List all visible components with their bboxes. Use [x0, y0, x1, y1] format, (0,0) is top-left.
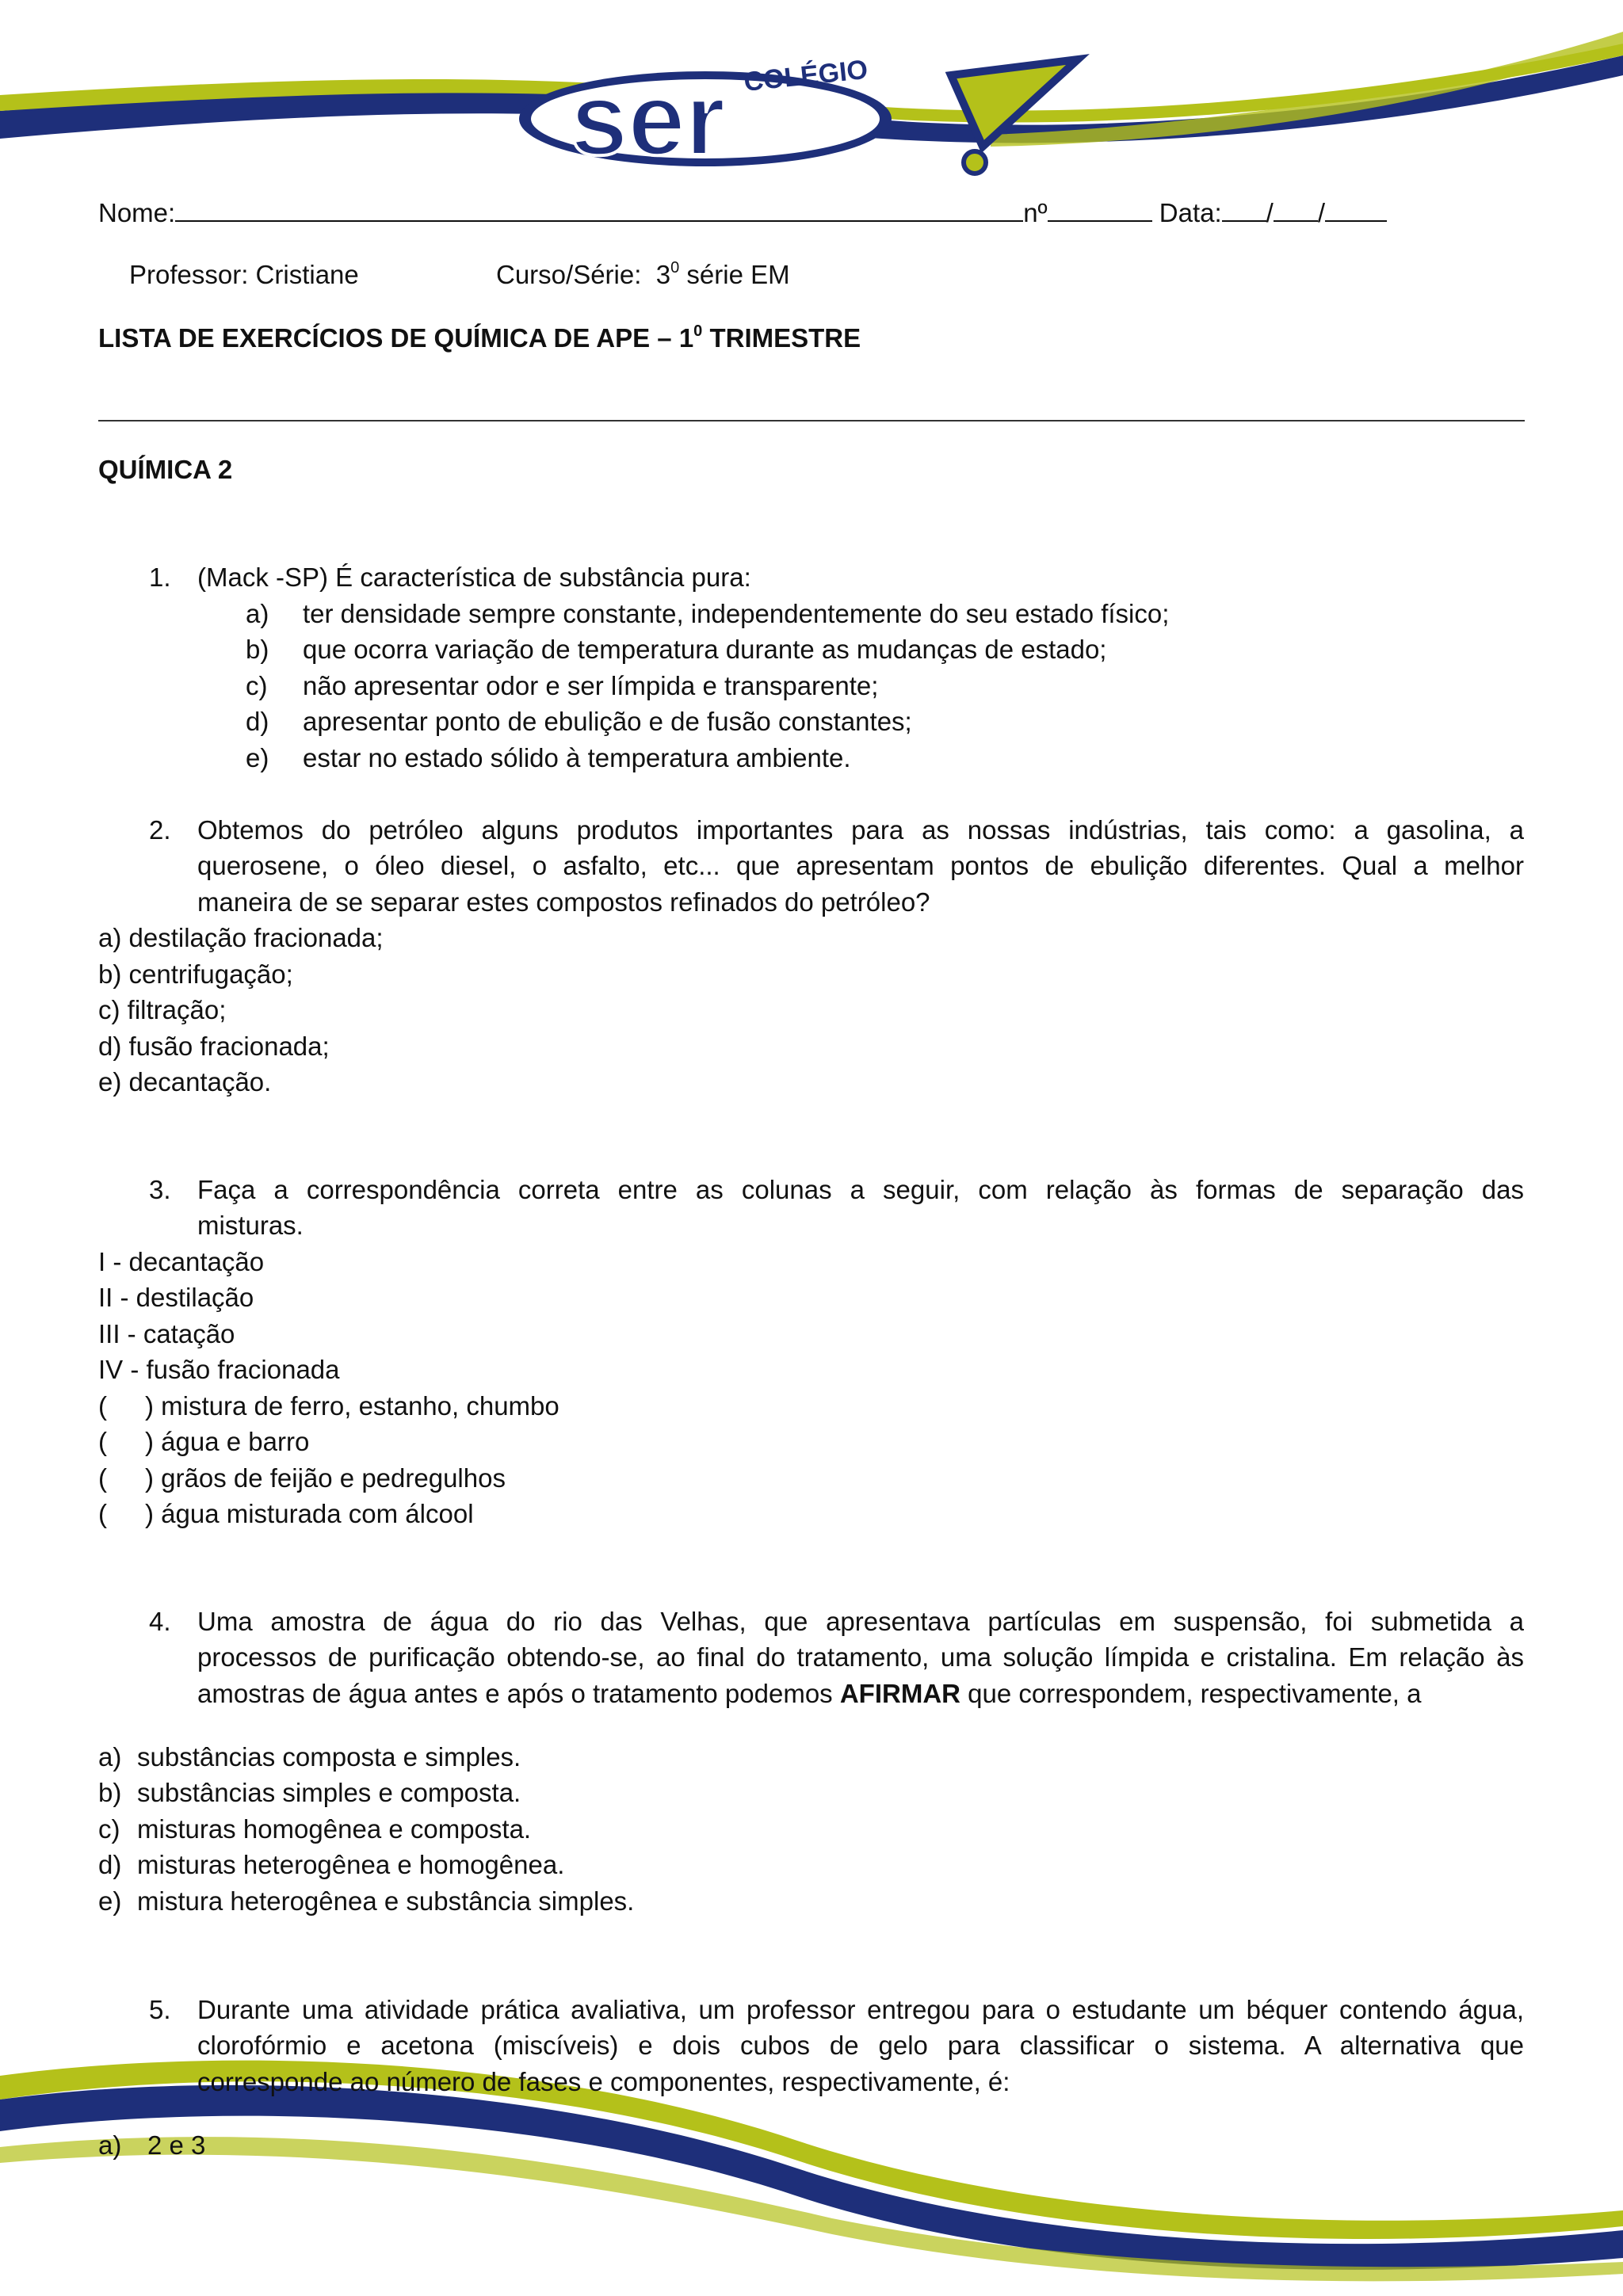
q4-option-b: substâncias simples e composta.	[137, 1778, 521, 1807]
q3-paren[interactable]: (	[98, 1463, 107, 1493]
logo-colegio-text: COLÉGIO	[742, 54, 869, 97]
q4-line-2: processos de purificação obtendo-se, ao final do tratamento, uma solução límpida e cristalina. Em relação às	[197, 1642, 1524, 1672]
q3-line-1: Faça a correspondência correta entre as colunas a seguir, com relação às formas de separação das	[197, 1175, 1524, 1204]
q2-option-b: b) centrifugação;	[98, 959, 293, 989]
q3-col2-item: ) grãos de feijão e pedregulhos	[145, 1463, 506, 1493]
q2-line-2: querosene, o óleo diesel, o asfalto, etc... que apresentam pontos de ebulição diferentes. Qual a melhor	[197, 851, 1524, 880]
divider	[98, 420, 1525, 421]
q1-option-a: ter densidade sempre constante, independentemente do seu estado físico;	[303, 599, 1170, 628]
q4-option-c: misturas homogênea e composta.	[137, 1814, 532, 1844]
data-year-line[interactable]	[1325, 196, 1387, 222]
q3-line-2: misturas.	[197, 1211, 304, 1240]
nome-field-row: Nome: nº Data: / /	[98, 196, 1387, 228]
colegio-ser-logo	[507, 44, 1125, 178]
q5-line-1: Durante uma atividade prática avaliativa, um professor entregou para o estudante um béquer contendo água,	[197, 1995, 1524, 2024]
q3-paren[interactable]: (	[98, 1499, 107, 1528]
q1-option-d: apresentar ponto de ebulição e de fusão constantes;	[303, 707, 912, 736]
q4-option-d: misturas heterogênea e homogênea.	[137, 1850, 565, 1879]
q3-col1-item: IV - fusão fracionada	[98, 1355, 340, 1384]
q2-option-a: a) destilação fracionada;	[98, 923, 384, 952]
q5-number: 5.	[149, 1995, 171, 2024]
q1-option-b: que ocorra variação de temperatura durante as mudanças de estado;	[303, 635, 1107, 664]
q1-text: (Mack -SP) É característica de substância pura:	[197, 563, 751, 592]
q3-col2-item: ) água e barro	[145, 1427, 310, 1456]
q2-option-c: c) filtração;	[98, 995, 227, 1024]
nome-input-line[interactable]	[175, 196, 1023, 222]
q5-line-3: corresponde ao número de fases e componentes, respectivamente, é:	[197, 2067, 1010, 2096]
data-label: Data:	[1159, 198, 1222, 227]
q3-paren[interactable]: (	[98, 1391, 107, 1421]
page-title: LISTA DE EXERCÍCIOS DE QUÍMICA DE APE – $1^0$ TRIMESTRE	[98, 322, 861, 353]
professor-label: Professor: Cristiane	[129, 260, 359, 289]
q1-number: 1.	[149, 563, 171, 592]
q5-line-2: clorofórmio e acetona (miscíveis) e dois cubos de gelo para classificar o sistema. A alternativa que	[197, 2031, 1524, 2060]
nome-label: Nome:	[98, 198, 176, 227]
q4-option-e: mistura heterogênea e substância simples.	[137, 1886, 635, 1916]
q2-number: 2.	[149, 815, 171, 845]
q3-number: 3.	[149, 1175, 171, 1204]
logo-ser-text: ser	[571, 61, 726, 177]
section-title: QUÍMICA 2	[98, 455, 233, 484]
q3-col1-item: II - destilação	[98, 1283, 254, 1312]
q4-option-a: substâncias composta e simples.	[137, 1742, 521, 1772]
q4-emphasis: AFIRMAR	[839, 1679, 960, 1708]
q5-option-a: 2 e 3	[147, 2130, 206, 2160]
q3-col1-item: III - catação	[98, 1319, 235, 1348]
q3-paren[interactable]: (	[98, 1427, 107, 1456]
q1-option-c: não apresentar odor e ser límpida e transparente;	[303, 671, 879, 700]
q4-number: 4.	[149, 1607, 171, 1636]
curso-serie: Curso/Série: $3^0$ série EM	[496, 259, 790, 289]
q2-option-d: d) fusão fracionada;	[98, 1032, 330, 1061]
q3-col2-item: ) mistura de ferro, estanho, chumbo	[145, 1391, 559, 1421]
q2-line-1: Obtemos do petróleo alguns produtos importantes para as nossas indústrias, tais como: a gasolina, a	[197, 815, 1524, 845]
q2-line-3: maneira de se separar estes compostos refinados do petróleo?	[197, 887, 930, 917]
q4-line-1: Uma amostra de água do rio das Velhas, que apresentava partículas em suspensão, foi submetida a	[197, 1607, 1524, 1636]
q3-col2-item: ) água misturada com álcool	[145, 1499, 474, 1528]
q3-col1-item: I - decantação	[98, 1247, 265, 1276]
data-month-line[interactable]	[1274, 196, 1318, 222]
data-day-line[interactable]	[1222, 196, 1266, 222]
q1-option-e: estar no estado sólido à temperatura ambiente.	[303, 743, 851, 772]
q4-line-3: amostras de água antes e após o tratamento podemos AFIRMAR que correspondem, respectivamente, a	[197, 1679, 1422, 1708]
numero-input-line[interactable]	[1048, 196, 1152, 222]
q2-option-e: e) decantação.	[98, 1067, 272, 1097]
numero-label: nº	[1023, 198, 1048, 227]
